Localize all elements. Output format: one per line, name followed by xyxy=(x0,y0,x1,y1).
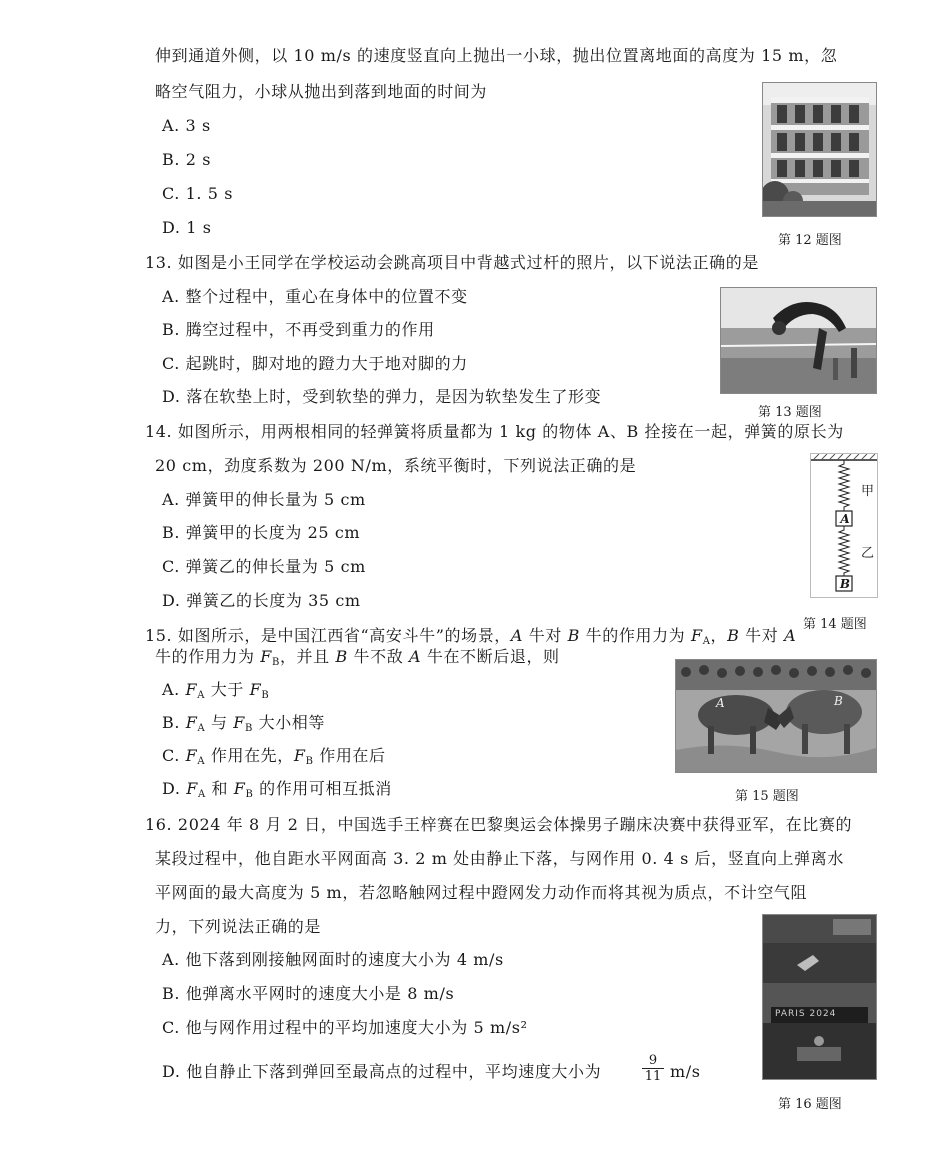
q13-stem: 13. 如图是小王同学在学校运动会跳高项目中背越式过杆的照片，以下说法正确的是 xyxy=(145,253,759,272)
q15-option-c: C. $F_A$ 作用在先，$F_B$ 作用在后 xyxy=(162,746,386,767)
q16-stem-line1: 16. 2024 年 8 月 2 日，中国选手王梓赛在巴黎奥运会体操男子蹦床决赛中获得亚军，在比赛的 xyxy=(145,815,853,834)
q15-caption: 第 15 题图 xyxy=(735,789,799,804)
q14-spring-top-label: 甲 xyxy=(861,484,875,499)
q14-stem-line1: 14. 如图所示，用两根相同的轻弹簧将质量都为 1 kg 的物体 A、B 拴接在一起，弹簧的原长为 xyxy=(145,422,844,441)
q16-option-c: C. 他与网作用过程中的平均加速度大小为 5 m/s² xyxy=(162,1018,528,1037)
q12-caption: 第 12 题图 xyxy=(778,233,842,248)
q15-bullfight-photo xyxy=(675,659,877,773)
q16-stem-line2: 某段过程中，他自距水平网面高 3. 2 m 处由静止下落，与网作用 0. 4 s 后，竖直向上弹离水 xyxy=(155,849,844,868)
q16-option-a: A. 他下落到刚接触网面时的速度大小为 4 m/s xyxy=(162,950,504,969)
q14-caption: 第 14 题图 xyxy=(803,617,867,632)
q14-block-a-label: A xyxy=(840,512,850,526)
q15-stem-line2: 牛的作用力为 $F_B$，并且 B 牛不敌 A 牛在不断后退，则 xyxy=(155,647,560,668)
q16-stem-line3: 平网面的最大高度为 5 m，若忽略触网过程中蹬网发力动作而将其视为质点，不计空气阻 xyxy=(155,883,808,902)
q16-option-d-fraction xyxy=(642,1053,664,1084)
q14-option-a: A. 弹簧甲的伸长量为 5 cm xyxy=(162,490,366,509)
q16-screen-text: PARIS 2024 xyxy=(775,1009,837,1019)
q14-block-b-label: B xyxy=(839,577,851,591)
q15-stem-line1: 15. 如图所示，是中国江西省“高安斗牛”的场景，A 牛对 B 牛的作用力为 $F_A$，B 牛对 A xyxy=(145,626,797,647)
q16-trampoline-photo xyxy=(762,914,877,1080)
q15-cow-b-label: B xyxy=(834,694,843,708)
q15-cow-a-label: A xyxy=(716,696,725,710)
q12-option-d: D. 1 s xyxy=(162,218,212,237)
q16-option-d: D. 他自静止下落到弹回至最高点的过程中，平均速度大小为 xyxy=(162,1062,602,1081)
q12-stem-line1: 伸到通道外侧，以 10 m/s 的速度竖直向上抛出一小球，抛出位置离地面的高度为 15 m，忽 xyxy=(155,46,838,65)
q15-option-a: A. $F_A$ 大于 $F_B$ xyxy=(162,680,270,701)
q13-option-c: C. 起跳时，脚对地的蹬力大于地对脚的力 xyxy=(162,354,468,373)
q13-option-a: A. 整个过程中，重心在身体中的位置不变 xyxy=(162,287,468,306)
q13-option-d: D. 落在软垫上时，受到软垫的弹力，是因为软垫发生了形变 xyxy=(162,387,602,406)
q12-option-b: B. 2 s xyxy=(162,150,212,169)
q16-option-d-unit: m/s xyxy=(670,1062,701,1081)
fraction-numerator: 9 xyxy=(648,1053,658,1068)
fraction-denominator: 11 xyxy=(642,1068,664,1084)
q12-option-a: A. 3 s xyxy=(162,116,211,135)
q13-option-b: B. 腾空过程中，不再受到重力的作用 xyxy=(162,320,435,339)
q12-building-photo xyxy=(762,82,877,217)
q14-spring-bottom-label: 乙 xyxy=(861,546,875,561)
q16-option-b: B. 他弹离水平网时的速度大小是 8 m/s xyxy=(162,984,455,1003)
q16-stem-line4: 力，下列说法正确的是 xyxy=(155,917,322,936)
q14-option-c: C. 弹簧乙的伸长量为 5 cm xyxy=(162,557,366,576)
q14-option-b: B. 弹簧甲的长度为 25 cm xyxy=(162,523,361,542)
q13-caption: 第 13 题图 xyxy=(758,405,822,420)
q12-option-c: C. 1. 5 s xyxy=(162,184,234,203)
q15-option-b: B. $F_A$ 与 $F_B$ 大小相等 xyxy=(162,713,325,734)
q15-option-d: D. $F_A$ 和 $F_B$ 的作用可相互抵消 xyxy=(162,779,392,800)
q14-option-d: D. 弹簧乙的长度为 35 cm xyxy=(162,591,361,610)
q16-caption: 第 16 题图 xyxy=(778,1097,842,1112)
q14-stem-line2: 20 cm，劲度系数为 200 N/m，系统平衡时，下列说法正确的是 xyxy=(155,456,637,475)
q14-spring-diagram xyxy=(810,453,878,598)
q12-stem-line2: 略空气阻力，小球从抛出到落到地面的时间为 xyxy=(155,82,488,101)
q13-high-jump-photo xyxy=(720,287,877,394)
